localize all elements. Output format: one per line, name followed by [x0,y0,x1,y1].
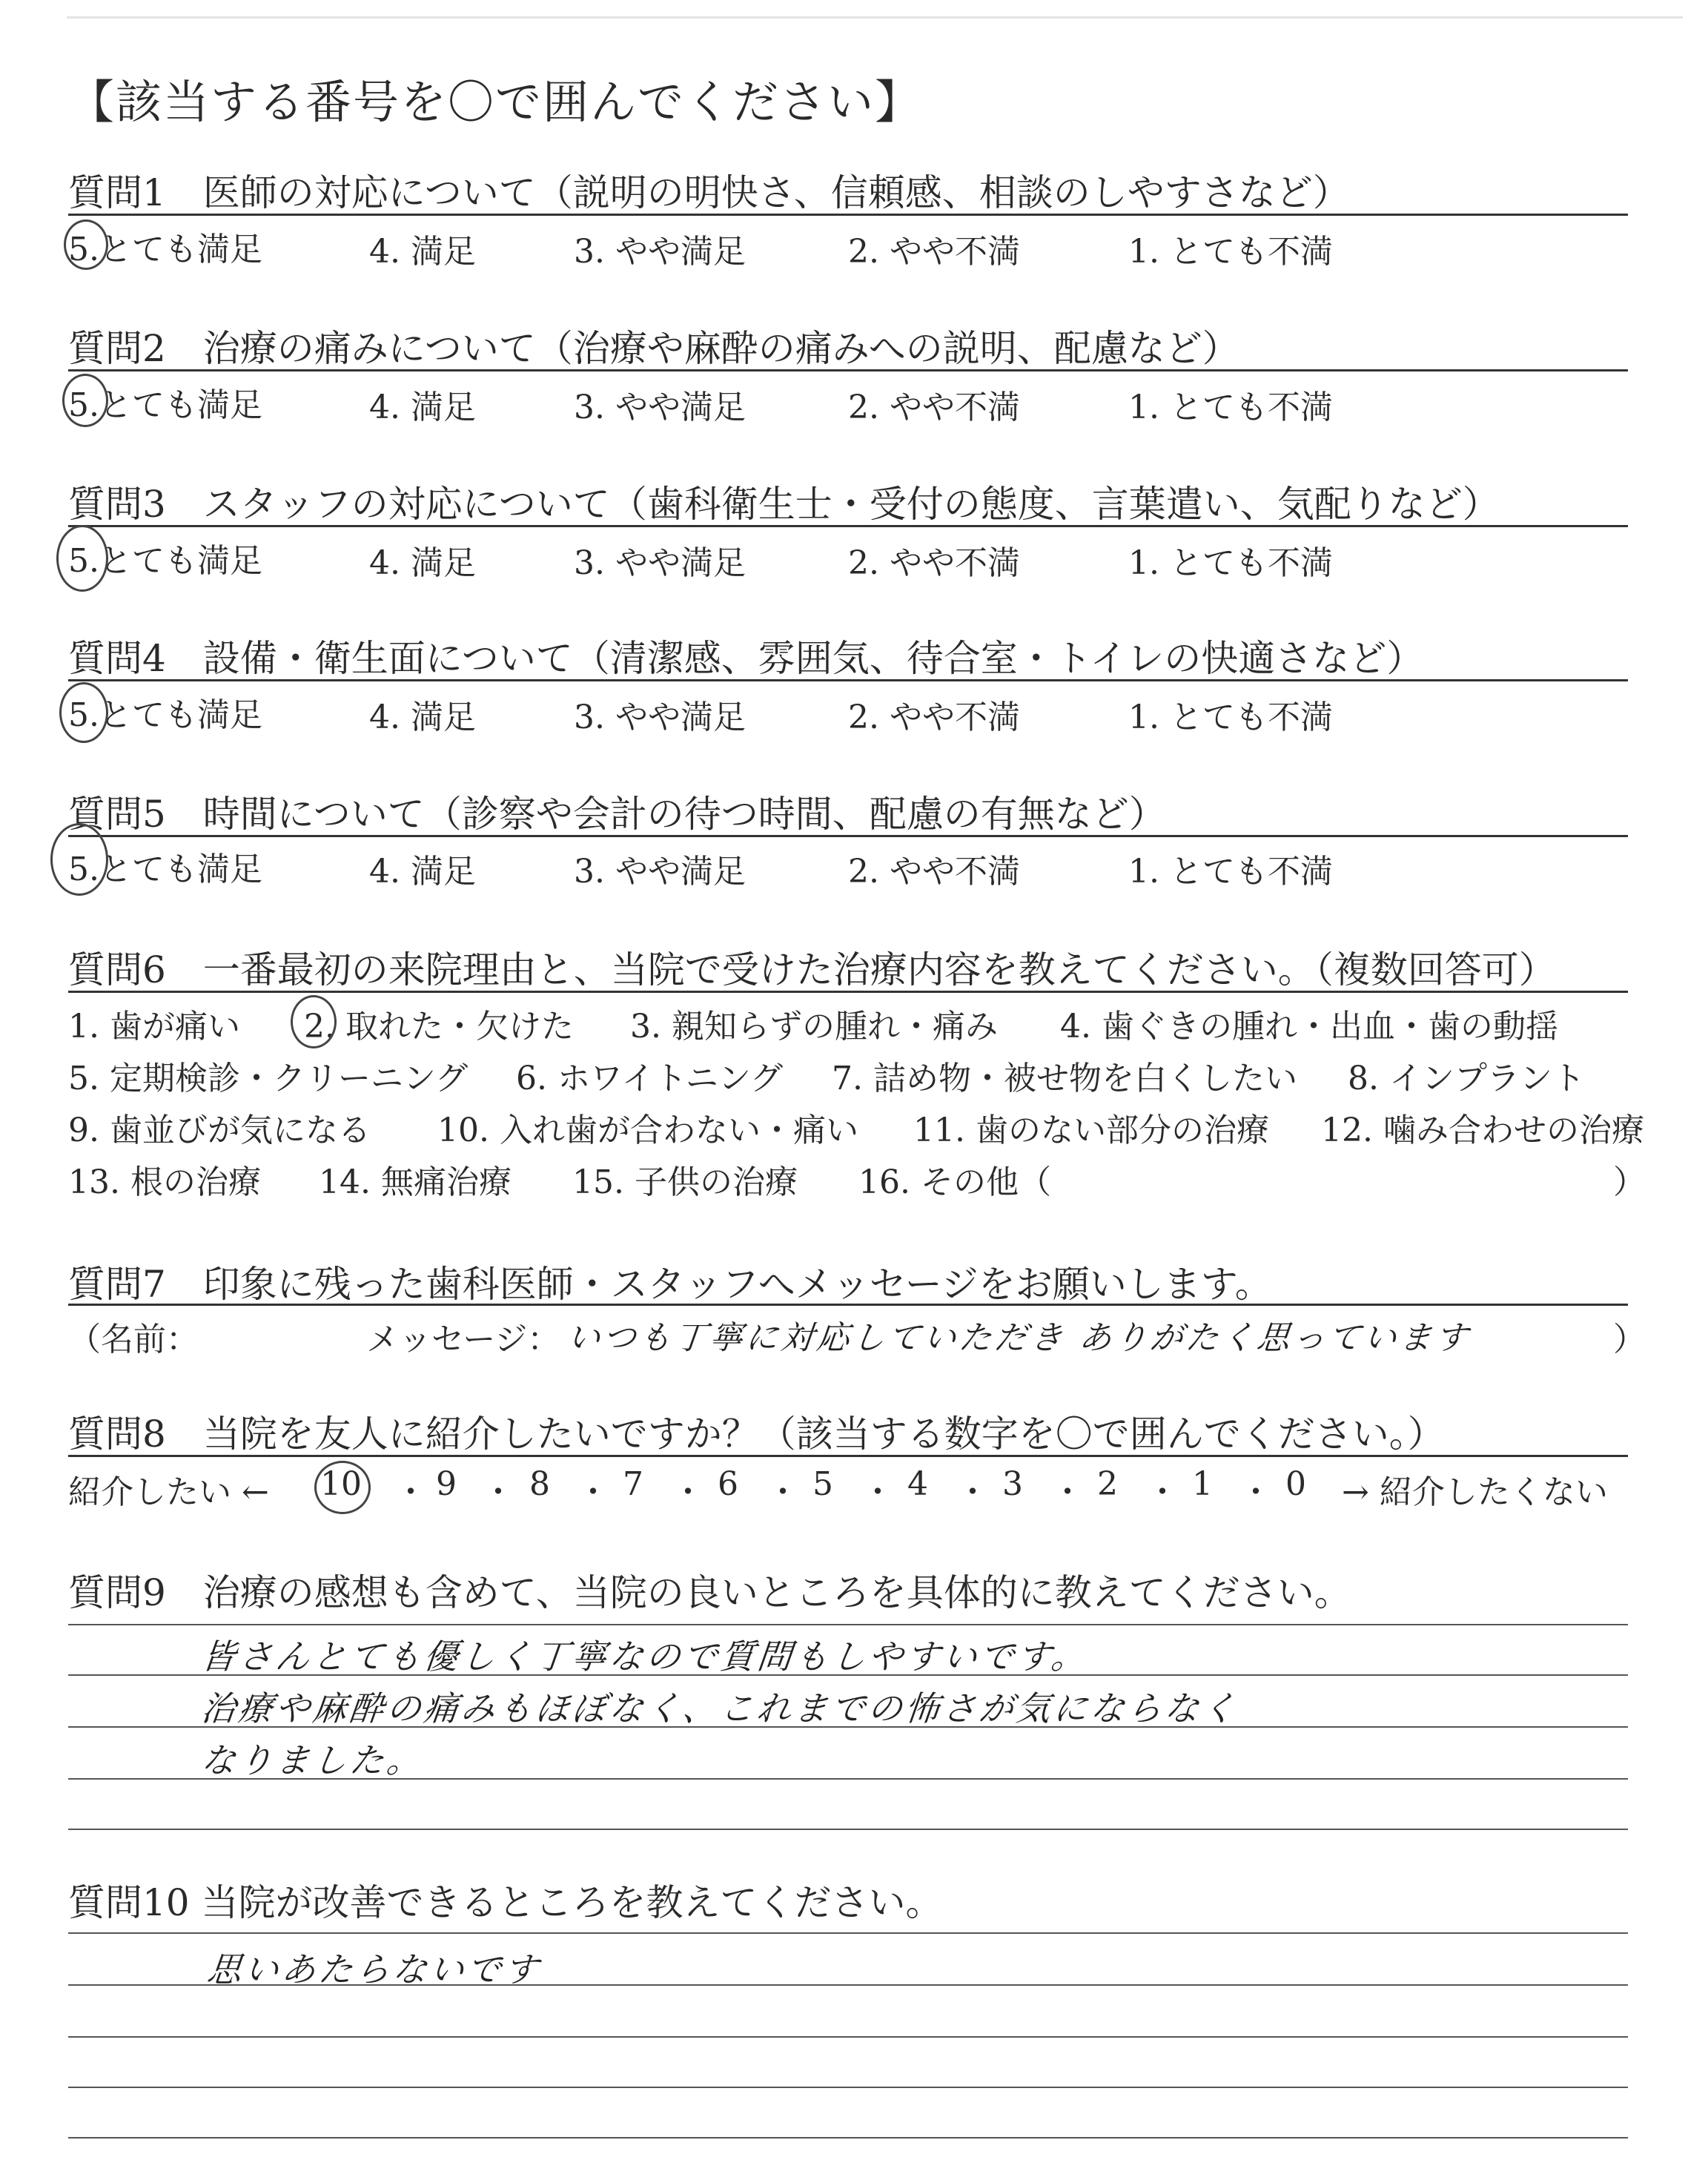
question-6-rule [68,991,1628,993]
q8-dot: ・ [394,1473,427,1511]
q3-option-5[interactable]: 5.とても満足 [68,542,262,580]
q8-dot: ・ [956,1473,989,1511]
q4-option-4[interactable]: 4. 満足 [369,698,476,736]
q9-answer-line-2[interactable]: 治療や麻酔の痛みもほぼなく、これまでの怖さが気にならなく [199,1688,1241,1728]
q1-option-3[interactable]: 3. やや満足 [574,233,746,271]
question-3: 質問3 スタッフの対応について（歯科衛生士・受付の態度、言葉遣い、気配りなど） [68,483,1500,526]
q9-answer-line-1[interactable]: 皆さんとても優しく丁寧なので質問もしやすいです。 [199,1636,1090,1677]
q6-option-11[interactable]: 11. 歯のない部分の治療 [913,1112,1269,1149]
q9-line-1 [68,1624,1628,1625]
q1-option-1[interactable]: 1. とても不満 [1128,233,1333,271]
q8-dot: ・ [1051,1473,1084,1511]
q2-option-5[interactable]: 5.とても満足 [68,386,262,424]
question-5: 質問5 時間について（診察や会計の待つ時間、配慮の有無など） [68,793,1166,836]
q10-answer[interactable]: 思いあたらないです [205,1949,543,1989]
question-5-rule [68,835,1628,837]
q8-scale-4[interactable]: 4 [907,1465,928,1503]
q6-option-2[interactable]: 2. 取れた・欠けた [304,1008,574,1046]
q10-line-3 [68,2036,1628,2038]
q8-right-label: → 紹介したくない [1342,1473,1608,1511]
q8-scale-7[interactable]: 7 [623,1465,643,1503]
q4-option-2[interactable]: 2. やや不満 [848,698,1020,736]
q6-option-4[interactable]: 4. 歯ぐきの腫れ・出血・歯の動揺 [1060,1008,1558,1046]
q8-scale-3[interactable]: 3 [1002,1465,1023,1503]
q6-option-16[interactable]: 16. その他（ [858,1163,1051,1201]
q1-option-2[interactable]: 2. やや不満 [848,233,1020,271]
q6-option-8[interactable]: 8. インプラント [1348,1060,1585,1097]
q7-message-label: メッセージ： [366,1321,560,1358]
q8-dot: ・ [861,1473,894,1511]
q8-scale-9[interactable]: 9 [436,1465,457,1503]
question-7: 質問7 印象に残った歯科医師・スタッフへメッセージをお願いします。 [68,1263,1272,1306]
question-2: 質問2 治療の痛みについて（治療や麻酔の痛みへの説明、配慮など） [68,327,1239,370]
q3-option-2[interactable]: 2. やや不満 [848,544,1020,582]
q8-dot: ・ [1239,1473,1272,1511]
q3-option-1[interactable]: 1. とても不満 [1128,544,1333,582]
q3-answer-circle [56,525,108,592]
q8-answer-circle [314,1461,371,1514]
page-top-border [67,16,1683,19]
q8-dot: ・ [672,1473,704,1511]
q2-option-4[interactable]: 4. 満足 [369,389,476,426]
q2-answer-circle [62,374,108,427]
q8-left-label: 紹介したい ← [68,1473,269,1511]
question-10: 質問10 当院が改善できるところを教えてください。 [68,1881,943,1924]
q5-option-3[interactable]: 3. やや満足 [574,853,746,891]
q9-line-5 [68,1829,1628,1830]
q7-message-handwritten[interactable]: いつも丁寧に対応していただき ありがたく思っています [565,1319,1473,1357]
question-7-rule [68,1304,1628,1306]
q1-answer-circle [64,219,108,270]
question-8-rule [68,1455,1628,1457]
q1-option-5[interactable]: 5.とても満足 [68,231,262,268]
q6-option-3[interactable]: 3. 親知らずの腫れ・痛み [630,1008,998,1046]
q4-option-3[interactable]: 3. やや満足 [574,698,746,736]
q10-line-5 [68,2137,1628,2138]
q7-name-label: （名前： [68,1321,199,1358]
question-8: 質問8 当院を友人に紹介したいですか？（該当する数字を〇で囲んでください。） [68,1413,1445,1456]
q10-line-1 [68,1932,1628,1934]
q8-scale-10[interactable]: 10 [320,1465,362,1503]
q5-answer-circle [50,823,108,896]
question-4: 質問4 設備・衛生面について（清潔感、雰囲気、待合室・トイレの快適さなど） [68,637,1424,680]
q6-option-16-close: ） [1613,1163,1646,1201]
q8-scale-5[interactable]: 5 [812,1465,833,1503]
q5-option-2[interactable]: 2. やや不満 [848,853,1020,891]
q7-close-paren: ） [1613,1321,1646,1358]
q10-line-4 [68,2087,1628,2088]
q8-scale-8[interactable]: 8 [529,1465,550,1503]
q6-answer-circle [291,995,337,1048]
q3-option-3[interactable]: 3. やや満足 [574,544,746,582]
q3-option-4[interactable]: 4. 満足 [369,544,476,582]
q6-option-9[interactable]: 9. 歯並びが気になる [68,1112,371,1149]
q2-option-2[interactable]: 2. やや不満 [848,389,1020,426]
q9-answer-line-3[interactable]: なりました。 [199,1740,426,1780]
q6-option-15[interactable]: 15. 子供の治療 [572,1163,798,1201]
q8-scale-1[interactable]: 1 [1192,1465,1213,1503]
q6-option-13[interactable]: 13. 根の治療 [68,1163,261,1201]
question-9: 質問9 治療の感想も含めて、当院の良いところを具体的に教えてください。 [68,1571,1351,1614]
q6-option-7[interactable]: 7. 詰め物・被せ物を白くしたい [832,1060,1297,1097]
q1-option-4[interactable]: 4. 満足 [369,233,476,271]
q2-option-3[interactable]: 3. やや満足 [574,389,746,426]
page-heading: 【該当する番号を〇で囲んでください】 [68,75,923,129]
q6-option-14[interactable]: 14. 無痛治療 [319,1163,512,1201]
q5-option-1[interactable]: 1. とても不満 [1128,853,1333,891]
q6-option-1[interactable]: 1. 歯が痛い [68,1008,240,1046]
q6-option-6[interactable]: 6. ホワイトニング [516,1060,784,1097]
q5-option-5[interactable]: 5.とても満足 [68,851,262,888]
q8-dot: ・ [1146,1473,1179,1511]
q6-option-10[interactable]: 10. 入れ歯が合わない・痛い [437,1112,858,1149]
q8-dot: ・ [577,1473,609,1511]
q6-option-12[interactable]: 12. 噛み合わせの治療 [1321,1112,1644,1149]
q6-option-5[interactable]: 5. 定期検診・クリーニング [68,1060,469,1097]
q4-option-1[interactable]: 1. とても不満 [1128,698,1333,736]
question-1: 質問1 医師の対応について（説明の明快さ、信頼感、相談のしやすさなど） [68,171,1350,214]
q4-option-5[interactable]: 5.とても満足 [68,696,262,734]
q8-scale-0[interactable]: 0 [1285,1465,1306,1503]
question-2-rule [68,369,1628,371]
q8-dot: ・ [767,1473,799,1511]
q8-scale-2[interactable]: 2 [1097,1465,1118,1503]
q5-option-4[interactable]: 4. 満足 [369,853,476,891]
question-1-rule [68,214,1628,216]
q2-option-1[interactable]: 1. とても不満 [1128,389,1333,426]
question-3-rule [68,525,1628,527]
question-6: 質問6 一番最初の来院理由と、当院で受けた治療内容を教えてください。（複数回答可） [68,948,1556,991]
q8-scale-6[interactable]: 6 [718,1465,738,1503]
q8-dot: ・ [482,1473,514,1511]
q4-answer-circle [59,682,108,743]
question-4-rule [68,679,1628,681]
